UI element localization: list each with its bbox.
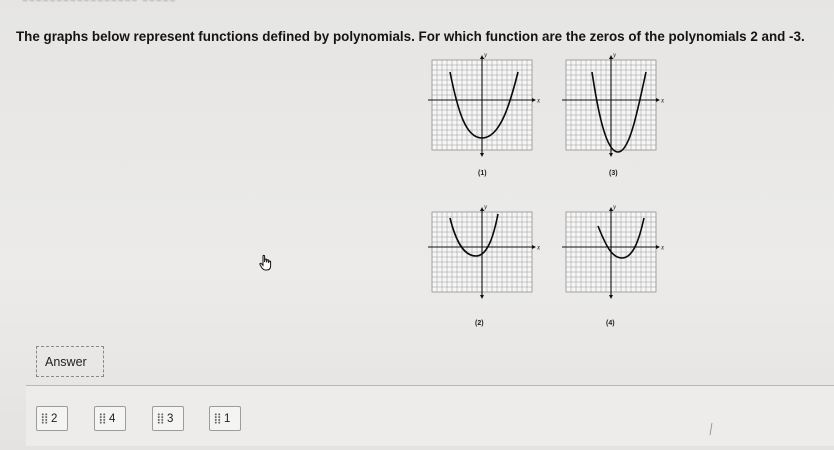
coordinate-plane (560, 196, 666, 314)
graph-3 (560, 52, 666, 170)
choice-3[interactable] (152, 406, 184, 431)
choice-label: 1 (224, 412, 231, 425)
answer-label: Answer (45, 355, 87, 369)
coordinate-plane (426, 196, 541, 314)
hand-cursor-icon (259, 255, 273, 276)
choice-4[interactable] (94, 406, 126, 431)
choice-2[interactable] (36, 406, 68, 431)
y-axis-label: y (613, 51, 617, 59)
graph-caption: (3) (609, 170, 618, 177)
y-axis-label: y (613, 203, 617, 211)
x-axis-arrow-icon (656, 245, 660, 249)
choice-1[interactable] (209, 406, 241, 431)
drag-handle-icon[interactable] (214, 413, 221, 424)
y-axis-label: y (484, 51, 488, 59)
x-axis-arrow-icon (532, 98, 536, 102)
graph-caption: (4) (606, 320, 615, 327)
graph-4 (560, 196, 666, 314)
drag-handle-icon[interactable] (157, 413, 164, 424)
answer-drop-zone[interactable] (36, 346, 104, 377)
y-axis-arrow-icon (480, 153, 484, 157)
graph-1 (426, 51, 541, 170)
choice-label: 3 (167, 412, 174, 425)
graph-caption: (1) (478, 170, 487, 177)
drag-handle-icon[interactable] (41, 413, 48, 424)
pen-mark (707, 422, 715, 441)
choice-label: 4 (109, 412, 116, 425)
x-axis-label: x (661, 96, 665, 105)
coordinate-plane (426, 51, 541, 170)
x-axis-arrow-icon (532, 245, 536, 249)
y-axis-label: y (484, 203, 488, 211)
faded-header-text: ~~~~~~~~~~~~~~~~~ ~~~~~ (22, 0, 177, 7)
x-axis-label: x (661, 243, 665, 252)
graph-2 (426, 196, 541, 314)
drag-handle-icon[interactable] (99, 413, 106, 424)
y-axis-arrow-icon (609, 295, 613, 299)
coordinate-plane (560, 52, 666, 170)
choice-label: 2 (51, 412, 58, 425)
x-axis-label: x (537, 96, 541, 105)
graph-caption: (2) (475, 320, 484, 327)
y-axis-arrow-icon (480, 295, 484, 299)
y-axis-arrow-icon (609, 153, 613, 157)
question-text: The graphs below represent functions defined by polynomials. For which function are the zeros of the polynomials 2 and -3. (16, 29, 805, 44)
x-axis-label: x (537, 243, 541, 252)
x-axis-arrow-icon (656, 98, 660, 102)
